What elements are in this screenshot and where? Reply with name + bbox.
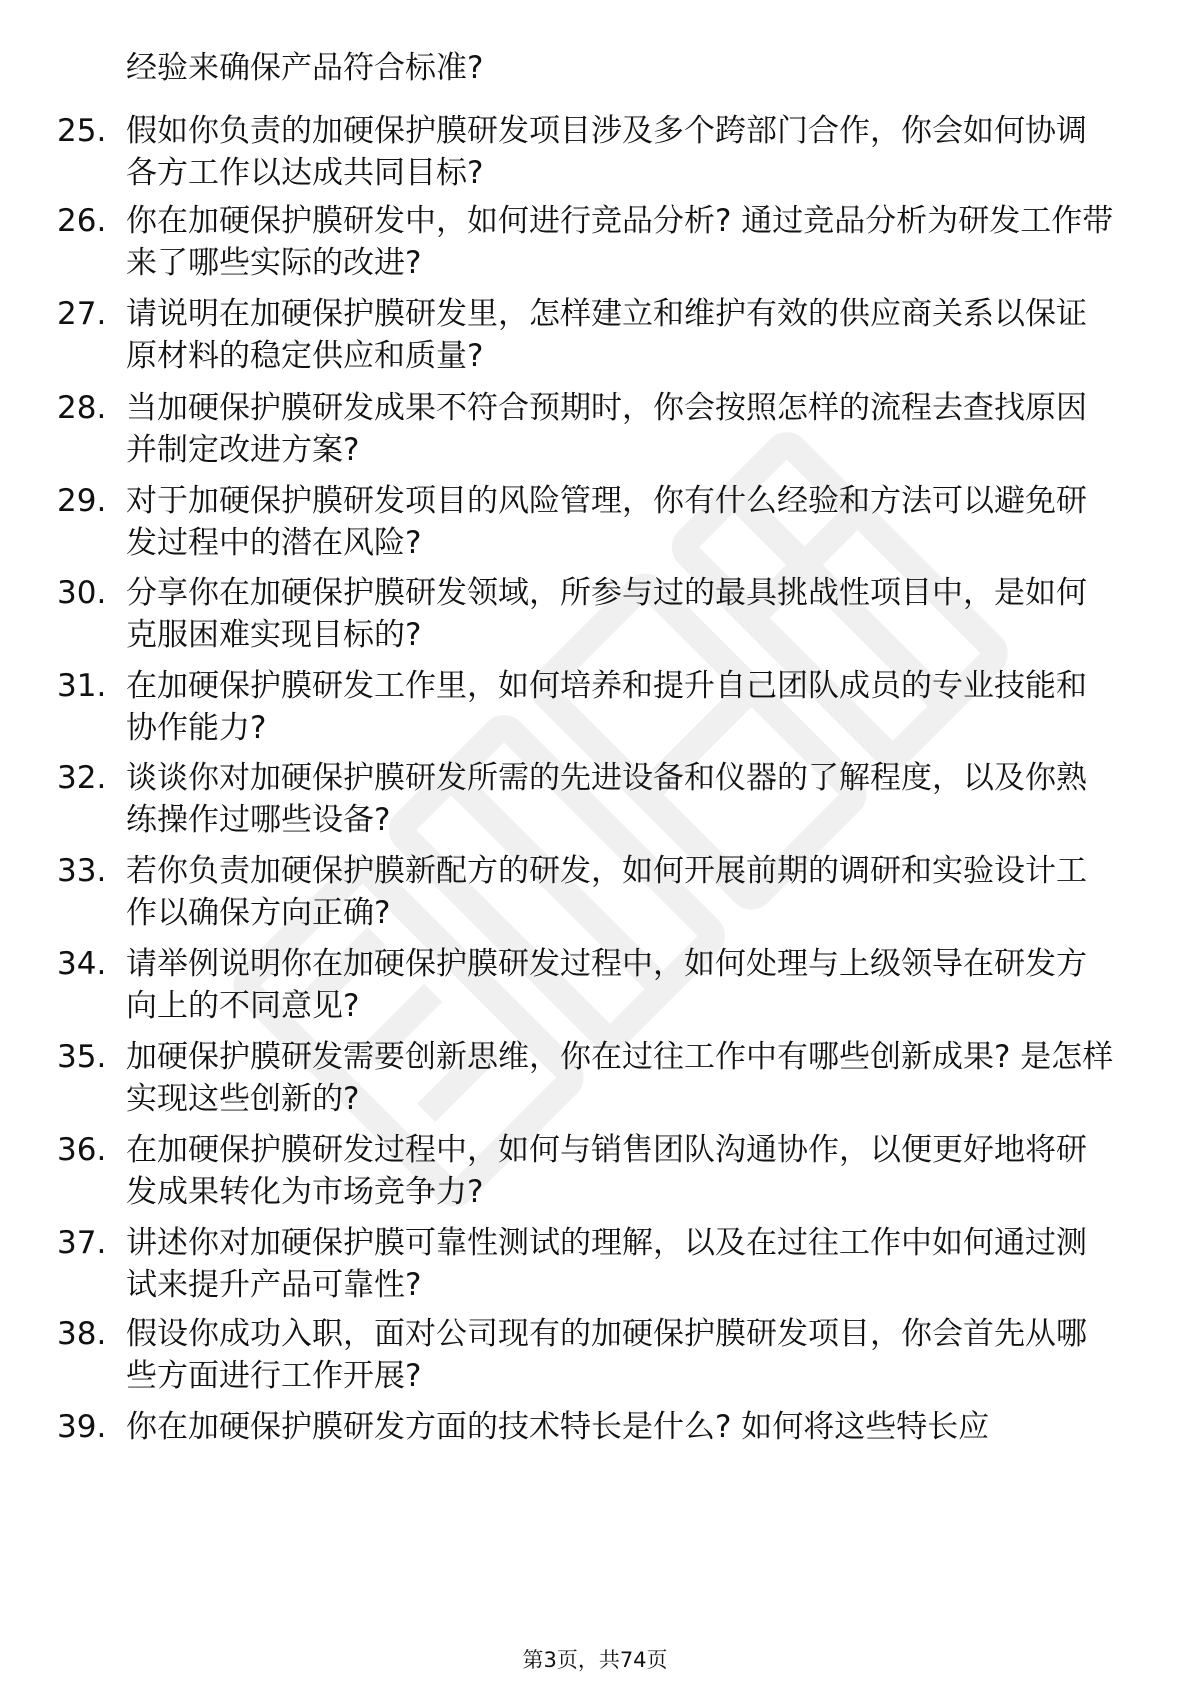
question-text: 假如你负责的加硬保护膜研发项目涉及多个跨部门合作，你会如何协调各方工作以达成共同目标? — [126, 113, 1087, 191]
question-text: 若你负责加硬保护膜新配方的研发，如何开展前期的调研和实验设计工作以确保方向正确? — [126, 853, 1087, 931]
question-text: 你在加硬保护膜研发方面的技术特长是什么? 如何将这些特长应 — [126, 1409, 990, 1445]
question-number: 37. — [57, 1225, 107, 1261]
question-text: 假设你成功入职，面对公司现有的加硬保护膜研发项目，你会首先从哪些方面进行工作开展? — [126, 1316, 1087, 1394]
question-text: 谈谈你对加硬保护膜研发所需的先进设备和仪器的了解程度，以及你熟练操作过哪些设备? — [126, 760, 1087, 838]
question-number: 28. — [57, 390, 107, 426]
question-text: 讲述你对加硬保护膜可靠性测试的理解，以及在过往工作中如何通过测试来提升产品可靠性? — [126, 1225, 1087, 1303]
question-text: 对于加硬保护膜研发项目的风险管理，你有什么经验和方法可以避免研发过程中的潜在风险? — [126, 483, 1087, 561]
question-number: 30. — [57, 575, 107, 611]
question-text: 请举例说明你在加硬保护膜研发过程中，如何处理与上级领导在研发方向上的不同意见? — [126, 946, 1087, 1024]
question-text: 分享你在加硬保护膜研发领域，所参与过的最具挑战性项目中，是如何克服困难实现目标的? — [126, 575, 1087, 653]
question-text: 经验来确保产品符合标准? — [126, 50, 484, 86]
question-number: 39. — [57, 1409, 107, 1445]
question-text: 请说明在加硬保护膜研发里，怎样建立和维护有效的供应商关系以保证原材料的稳定供应和质量? — [126, 296, 1087, 374]
question-number: 27. — [57, 296, 107, 332]
question-text: 你在加硬保护膜研发中，如何进行竞品分析? 通过竞品分析为研发工作带来了哪些实际的改进? — [126, 203, 1114, 281]
question-text: 加硬保护膜研发需要创新思维，你在过往工作中有哪些创新成果? 是怎样实现这些创新的? — [126, 1039, 1114, 1117]
question-number: 32. — [57, 760, 107, 796]
question-text: 当加硬保护膜研发成果不符合预期时，你会按照怎样的流程去查找原因并制定改进方案? — [126, 390, 1087, 468]
question-number: 38. — [57, 1316, 107, 1352]
question-number: 34. — [57, 946, 107, 982]
question-number: 36. — [57, 1132, 107, 1168]
question-number: 26. — [57, 203, 107, 239]
question-number: 25. — [57, 113, 107, 149]
page-footer: 第3页，共74页 — [522, 1648, 668, 1672]
question-number: 31. — [57, 668, 107, 704]
question-number: 33. — [57, 853, 107, 889]
question-text: 在加硬保护膜研发过程中，如何与销售团队沟通协作，以便更好地将研发成果转化为市场竞争力? — [126, 1132, 1087, 1210]
question-number: 29. — [57, 483, 107, 519]
question-number: 35. — [57, 1039, 107, 1075]
question-text: 在加硬保护膜研发工作里，如何培养和提升自己团队成员的专业技能和协作能力? — [126, 668, 1087, 746]
